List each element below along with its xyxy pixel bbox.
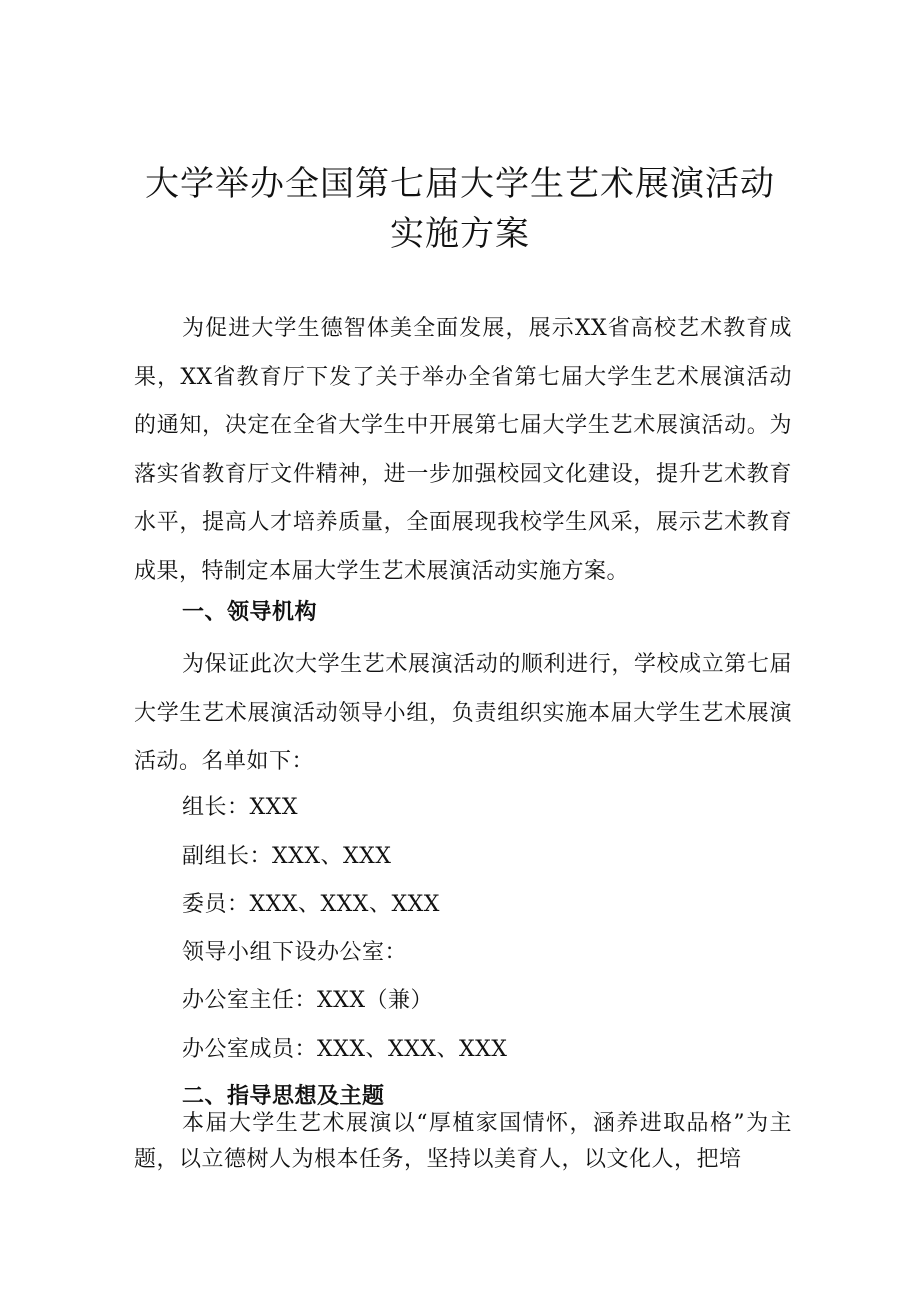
deputy-leader-line: 副组长：XXX、XXX (182, 844, 392, 869)
section-1-heading: 一、领导机构 (182, 600, 318, 625)
section-2-heading: 二、指导思想及主题 (182, 1084, 385, 1109)
office-director-line: 办公室主任：XXX（兼） (182, 988, 433, 1013)
section-1-paragraph: 为保证此次大学生艺术展演活动的顺利进行，学校成立第七届大学生艺术展演活动领导小组，负责组织实施本届大学生艺术展演活动。名单如下： (134, 652, 792, 774)
section-2-paragraph: 本届大学生艺术展演以“厚植家国情怀，涵养进取品格”为主题，以立德树人为根本任务，坚持以美育人，以文化人，把培 (134, 1111, 792, 1172)
document-title-line-1: 大学举办全国第七届大学生艺术展演活动 (145, 164, 775, 204)
intro-paragraph: 为促进大学生德智体美全面发展，展示XX省高校艺术教育成果，XX省教育厅下发了关于举办全省第七届大学生艺术展演活动的通知，决定在全省大学生中开展第七届大学生艺术展演活动。为落实省教育厅文件精神，进一步加强校园文化建设，提升艺术教育水平，提高人才培养质量，全面展现我校学生风采，展示艺术教育成果，特制定本届大学生艺术展演活动实施方案。 (134, 316, 792, 584)
office-intro-line: 领导小组下设办公室： (182, 940, 408, 965)
document-title-line-2: 实施方案 (390, 214, 530, 254)
group-leader-line: 组长：XXX (182, 795, 298, 820)
members-line: 委员：XXX、XXX、XXX (182, 892, 440, 917)
office-members-line: 办公室成员：XXX、XXX、XXX (182, 1037, 508, 1062)
